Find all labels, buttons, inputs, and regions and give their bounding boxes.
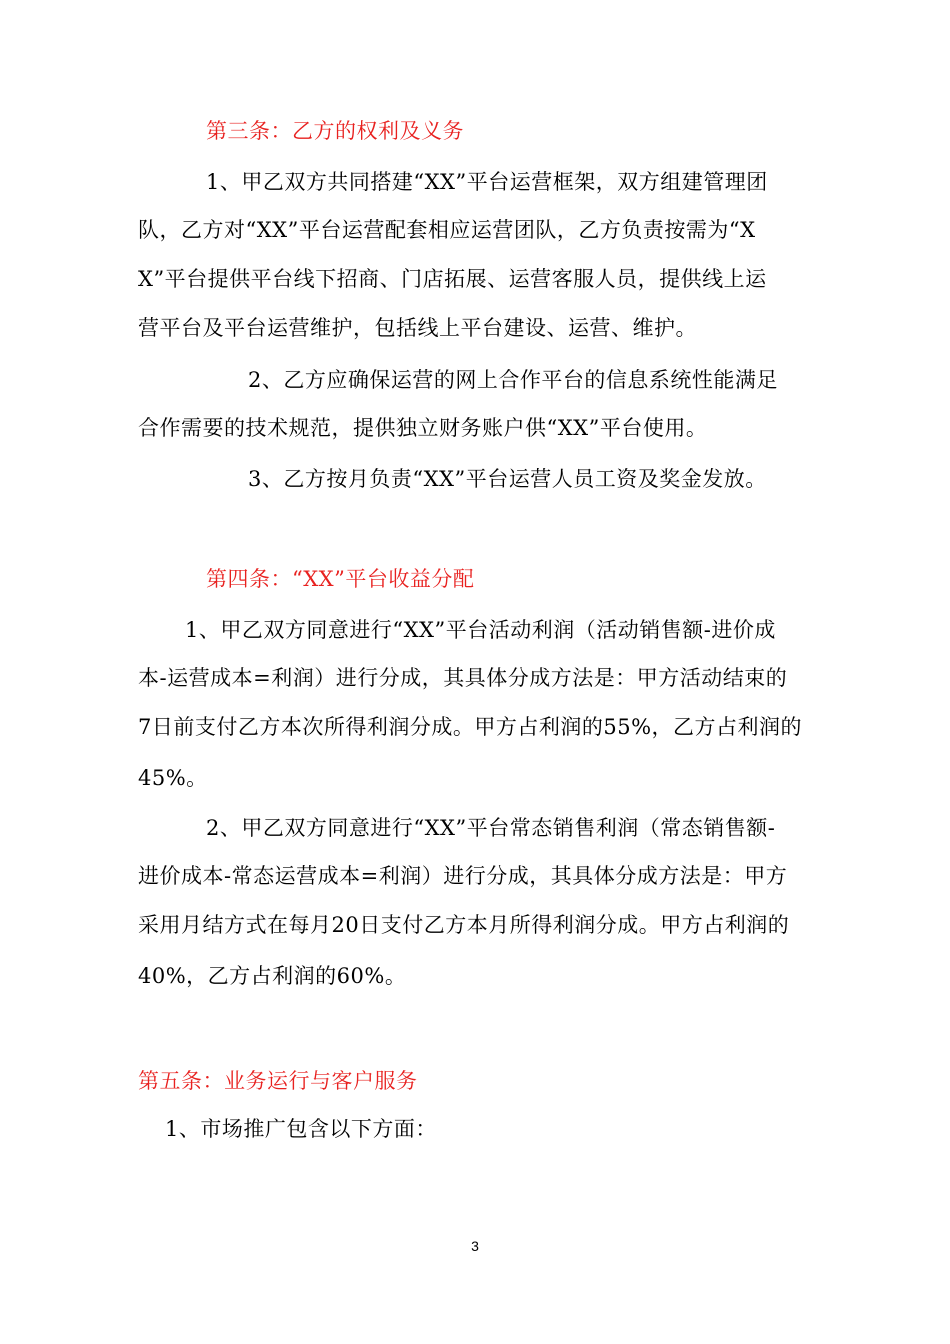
paragraph-line: 合作需要的技术规范，提供独立财务账户供“XX”平台使用。: [138, 416, 708, 440]
paragraph-line: 45%。: [138, 766, 208, 790]
paragraph-line: 2、乙方应确保运营的网上合作平台的信息系统性能满足: [248, 368, 778, 392]
paragraph-line: 1、市场推广包含以下方面：: [165, 1117, 437, 1141]
section-heading-3: 第三条：乙方的权利及义务: [206, 119, 464, 143]
paragraph-line: 1、甲乙双方同意进行“XX”平台活动利润（活动销售额-进价成: [185, 618, 776, 642]
section-heading-4: 第四条：“XX”平台收益分配: [206, 567, 475, 591]
page-number: 3: [471, 1238, 479, 1254]
paragraph-line: X”平台提供平台线下招商、门店拓展、运营客服人员，提供线上运: [138, 267, 767, 291]
section-heading-5: 第五条：业务运行与客户服务: [138, 1069, 418, 1093]
paragraph-line: 进价成本-常态运营成本=利润）进行分成，其具体分成方法是：甲方: [138, 864, 788, 888]
paragraph-line: 40%，乙方占利润的60%。: [138, 964, 407, 988]
paragraph-line: 采用月结方式在每月20日支付乙方本月所得利润分成。甲方占利润的: [138, 913, 790, 937]
paragraph-line: 1、甲乙双方共同搭建“XX”平台运营框架，双方组建管理团: [206, 170, 768, 194]
paragraph-line: 7日前支付乙方本次所得利润分成。甲方占利润的55%，乙方占利润的: [138, 715, 803, 739]
paragraph-line: 队，乙方对“XX”平台运营配套相应运营团队，乙方负责按需为“X: [138, 218, 756, 242]
paragraph-line: 本-运营成本=利润）进行分成，其具体分成方法是：甲方活动结束的: [138, 666, 788, 690]
paragraph-line: 3、乙方按月负责“XX”平台运营人员工资及奖金发放。: [248, 467, 767, 491]
paragraph-line: 营平台及平台运营维护，包括线上平台建设、运营、维护。: [138, 316, 697, 340]
paragraph-line: 2、甲乙双方同意进行“XX”平台常态销售利润（常态销售额-: [206, 816, 776, 840]
